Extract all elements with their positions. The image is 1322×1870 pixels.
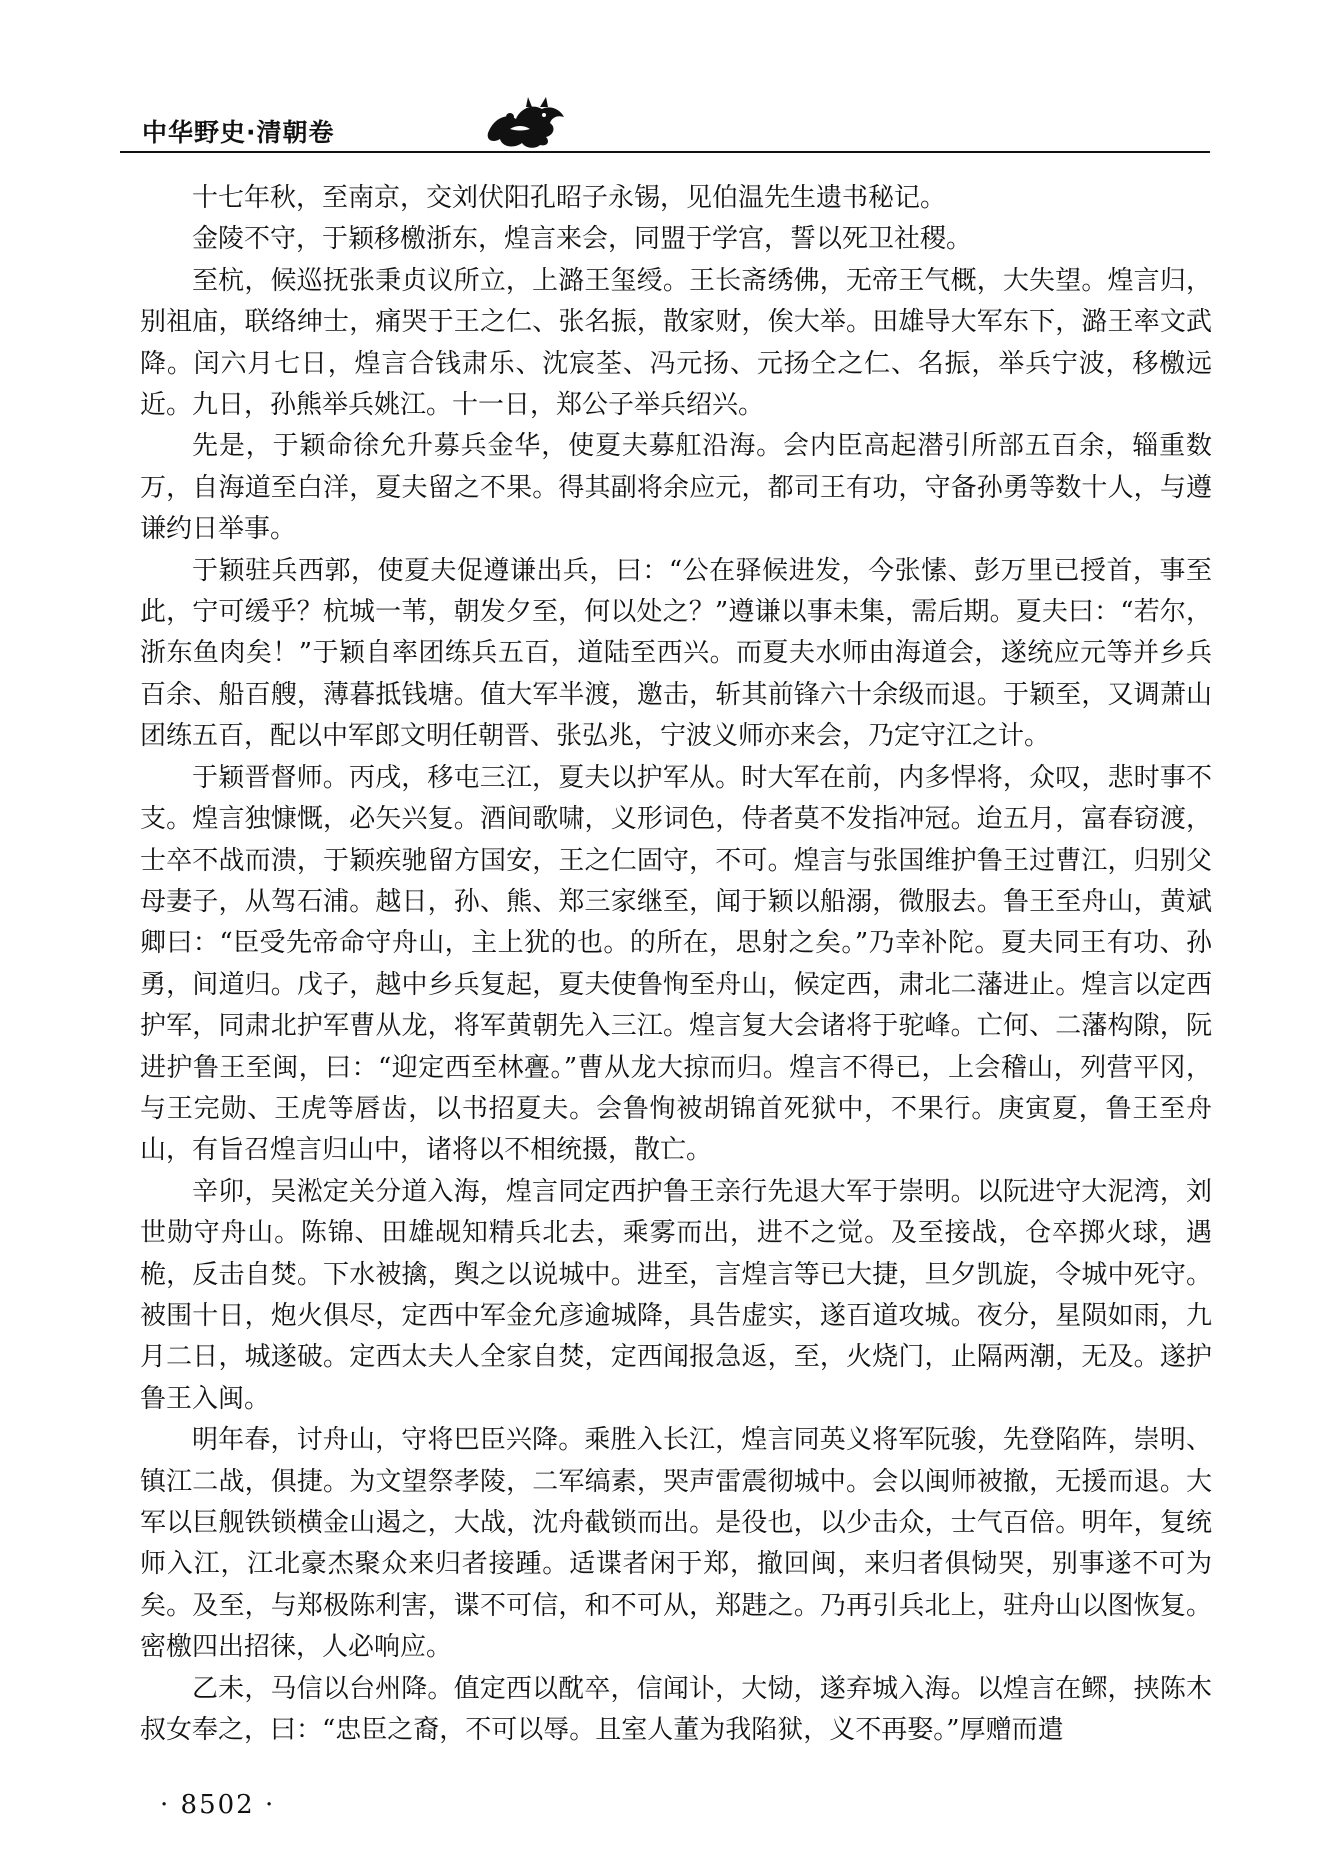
- book-title: 中华野史·清朝卷: [142, 118, 335, 147]
- body-text: [140, 178, 1212, 1751]
- dragon-emblem-icon: [480, 95, 570, 151]
- page-number: · 8502 ·: [160, 1790, 276, 1820]
- header-rule: [120, 151, 1210, 153]
- paragraph: 至杭，候巡抚张秉贞议所立，上潞王玺绶。王长斋绣佛，无帝王气概，大失望。煌言归，别祖庙，联络绅士，痛哭于王之仁、张名振，散家财，俟大举。田雄导大军东下，潞王率文武降。闰六月七日，煌言合钱肃乐、沈宸荃、冯元扬、元扬仝之仁、名振，举兵宁波，移檄远近。九日，孙熊举兵姚江。十一日，郑公子举兵绍兴。: [140, 265, 1212, 421]
- paragraph: 明年春，讨舟山，守将巴臣兴降。乘胜入长江，煌言同英义将军阮骏，先登陷阵，崇明、镇江二战，俱捷。为文望祭孝陵，二军缟素，哭声雷震彻城中。会以闽师被撤，无援而退。大军以巨舰铁锁横金山遏之，大战，沈舟截锁而出。是役也，以少击众，士气百倍。明年，复统师入江，江北豪杰聚众来归者接踵。适谍者闲于郑，撤回闽，来归者俱恸哭，别事遂不可为矣。及至，与郑极陈利害，谍不可信，和不可从，郑韪之。乃再引兵北上，驻舟山以图恢复。密檄四出招徕，人必响应。: [140, 1425, 1212, 1663]
- page-header: [120, 95, 1220, 150]
- paragraph: 于颖晋督师。丙戌，移屯三江，夏夫以护军从。时大军在前，内多悍将，众叹，悲时事不支。煌言独慷慨，必矢兴复。酒间歌啸，义形词色，侍者莫不发指冲冠。迨五月，富春窃渡，士卒不战而溃，于颖疾驰留方国安，王之仁固守，不可。煌言与张国维护鲁王过曹江，归别父母妻子，从驾石浦。越日，孙、熊、郑三家继至，闻于颖以船溺，微服去。鲁王至舟山，黄斌卿曰：“臣受先帝命守舟山，主上犹的也。的所在，思射之矣。”乃幸补陀。夏夫同王有功、孙勇，间道归。戊子，越中乡兵复起，夏夫使鲁恂至舟山，候定西，肃北二藩进止。煌言以定西护军，同肃北护军曹从龙，将军黄朝先入三江。煌言复大会诸将于驼峰。亡何、二藩构隙，阮进护鲁王至闽，曰：“迎定西至林亹。”曹从龙大掠而归。煌言不得已，上会稽山，列营平冈，与王完勋、王虎等唇齿，以书招夏夫。会鲁恂被胡锦首死狱中，不果行。庚寅夏，鲁王至舟山，有旨召煌言归山中，诸将以不相统摄，散亡。: [140, 762, 1212, 1166]
- paragraph: 十七年秋，至南京，交刘伏阳孔昭子永锡，见伯温先生遗书秘记。: [192, 183, 947, 213]
- paragraph: 辛卯，吴淞定关分道入海，煌言同定西护鲁王亲行先退大军于崇明。以阮进守大泥湾，刘世勋守舟山。陈锦、田雄觇知精兵北去，乘雾而出，进不之觉。及至接战，仓卒掷火球，遇桅，反击自焚。下水被擒，舆之以说城中。进至，言煌言等已大捷，旦夕凯旋，令城中死守。被围十日，炮火俱尽，定西中军金允彦逾城降，具告虚实，遂百道攻城。夜分，星陨如雨，九月二日，城遂破。定西太夫人全家自焚，定西闻报急返，至，火烧门，止隔两潮，无及。遂护鲁王入闽。: [140, 1176, 1212, 1414]
- paragraph: 先是，于颖命徐允升募兵金华，使夏夫募舡沿海。会内臣高起潜引所部五百余，辎重数万，自海道至白洋，夏夫留之不果。得其副将余应元，都司王有功，守备孙勇等数十人，与遵谦约日举事。: [140, 431, 1212, 545]
- paragraph: 金陵不守，于颖移檄浙东，煌言来会，同盟于学宫，誓以死卫社稷。: [192, 224, 973, 255]
- paragraph: 于颖驻兵西郭，使夏夫促遵谦出兵，曰：“公在驿候进发，今张愫、彭万里已授首，事至此，宁可缓乎？杭城一苇，朝发夕至，何以处之？”遵谦以事未集，需后期。夏夫曰：“若尔，浙东鱼肉矣！”于颖自率团练兵五百，道陆至西兴。而夏夫水师由海道会，遂统应元等并乡兵百余、船百艘，薄暮抵钱塘。值大军半渡，邀击，斩其前锋六十余级而退。于颖至，又调萧山团练五百，配以中军郎文明任朝晋、张弘兆，宁波义师亦来会，乃定守江之计。: [140, 555, 1212, 752]
- paragraph: 乙未，马信以台州降。值定西以酖卒，信闻讣，大恸，遂弃城入海。以煌言在鳏，挟陈木叔女奉之，曰：“忠臣之裔，不可以辱。且室人董为我陷狱，义不再娶。”厚赠而遣: [140, 1673, 1212, 1746]
